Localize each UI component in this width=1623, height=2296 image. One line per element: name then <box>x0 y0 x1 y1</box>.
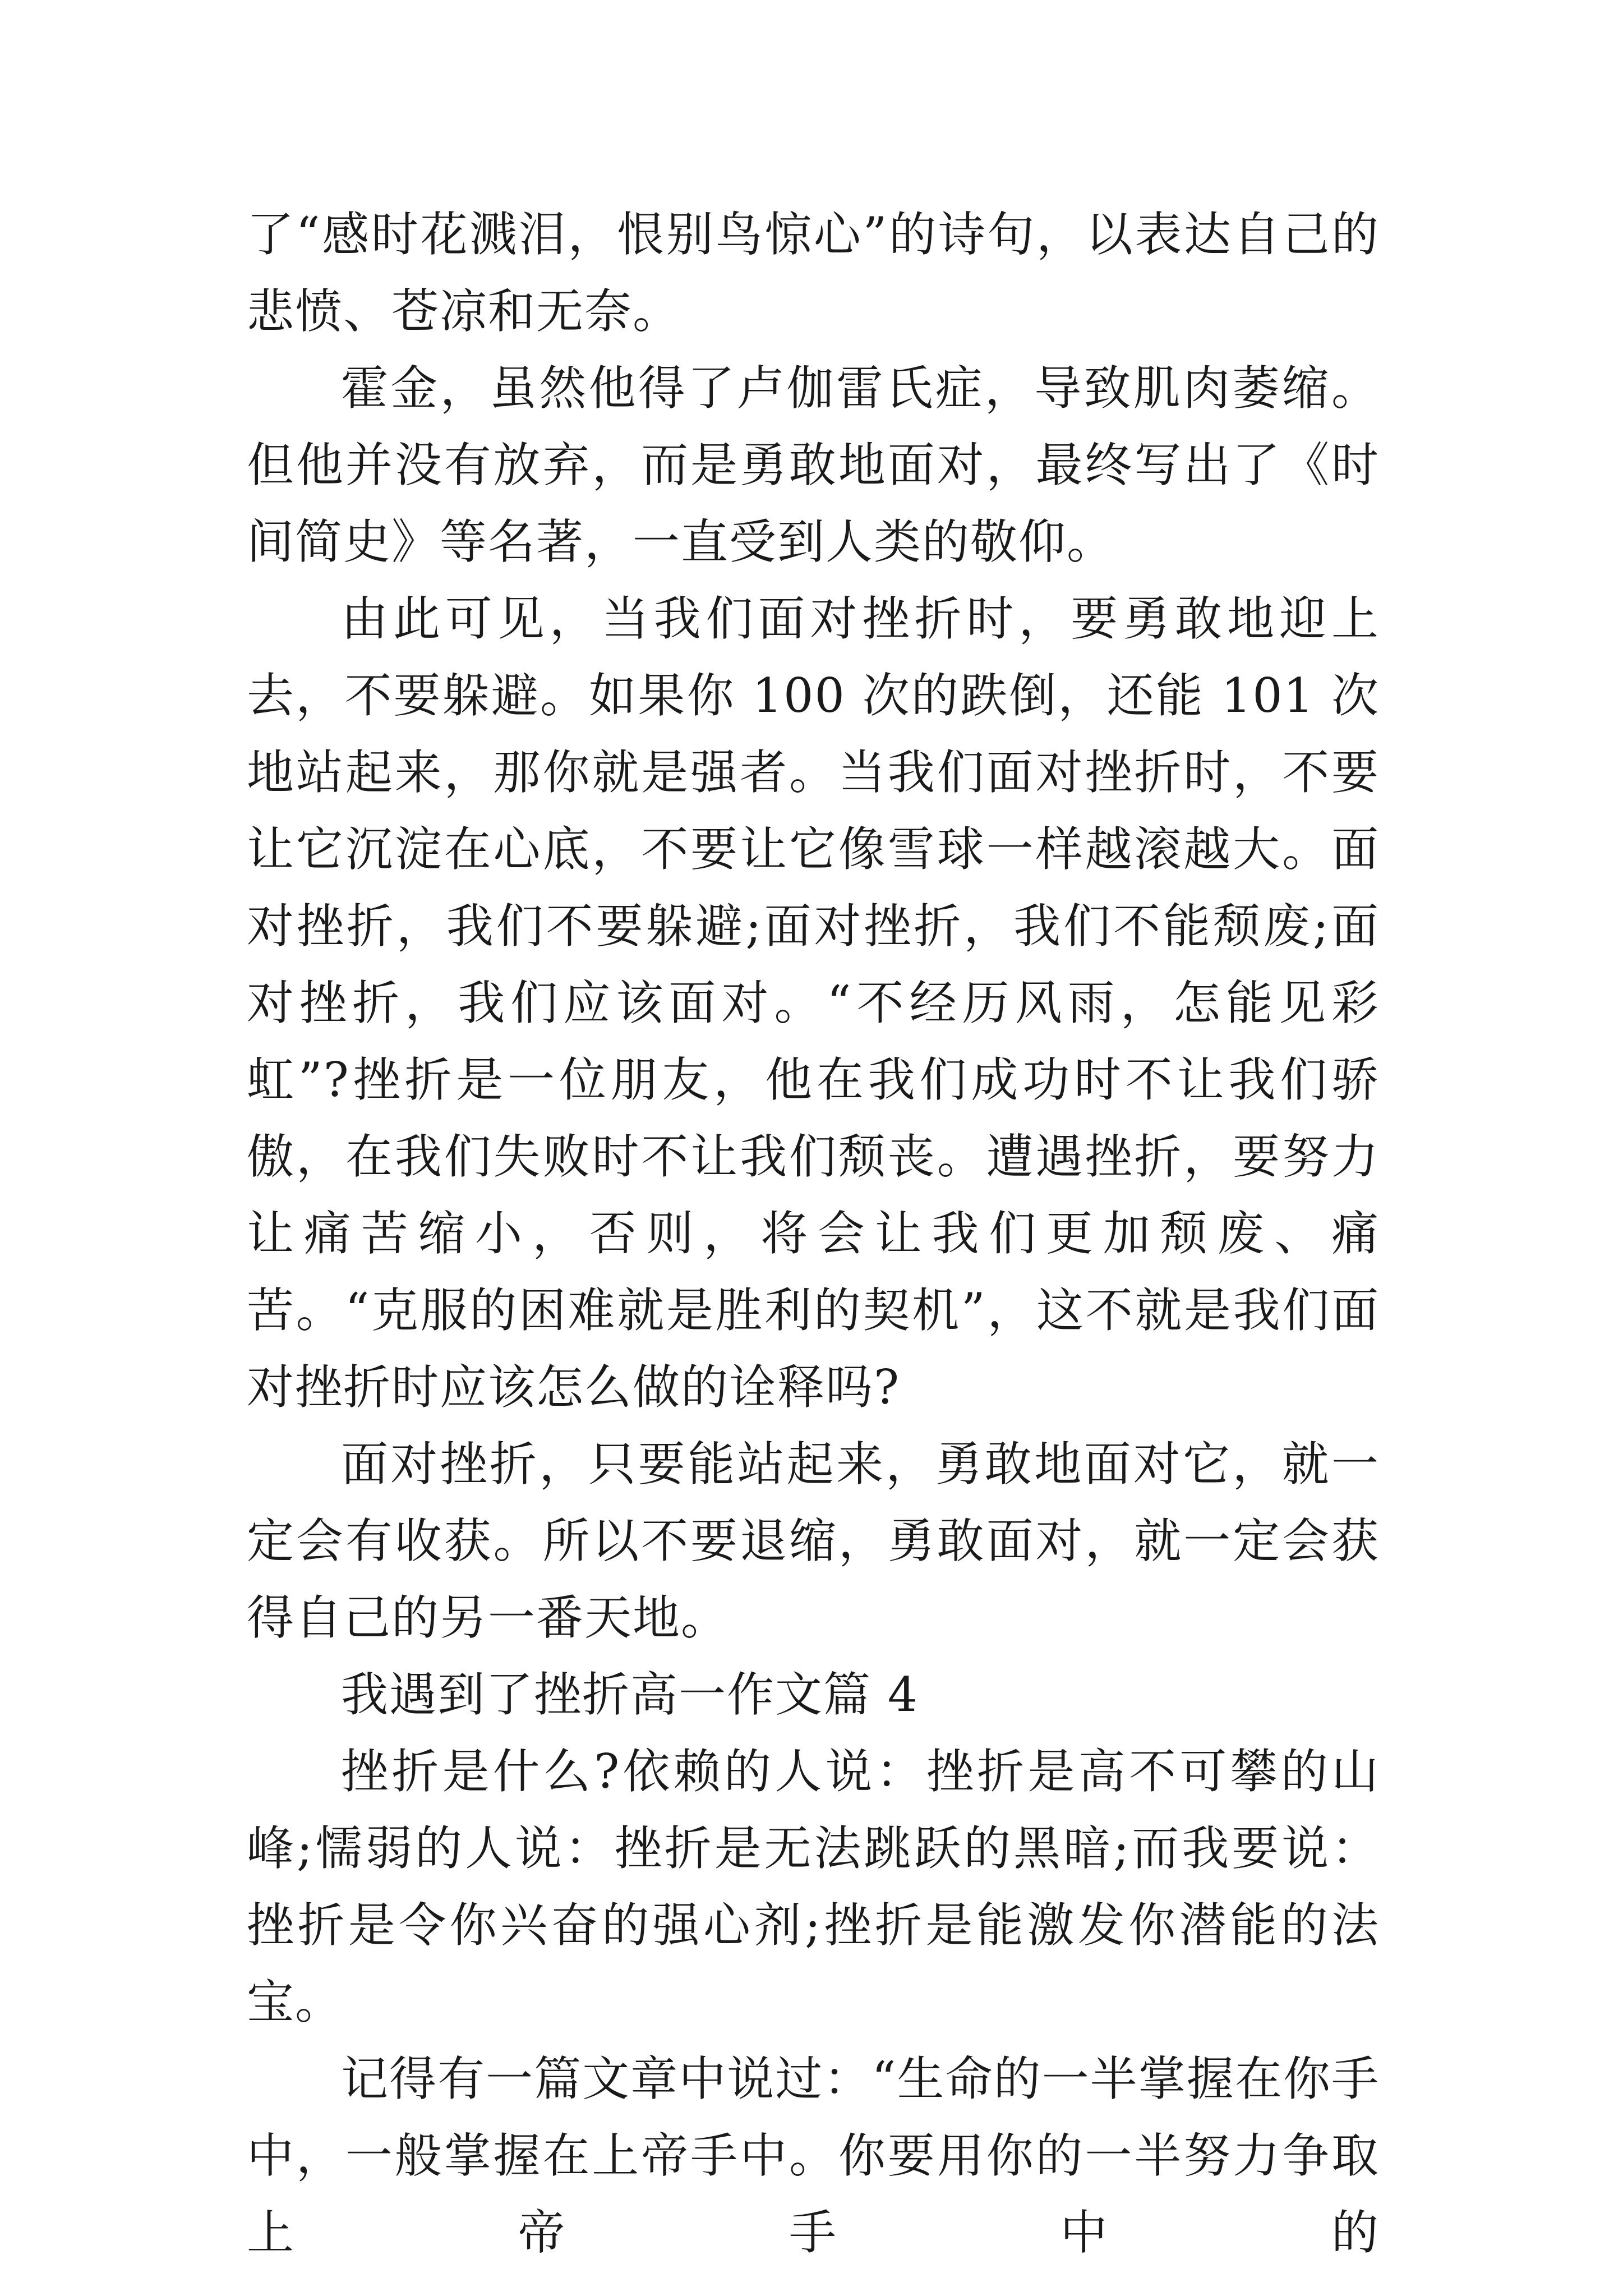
document-body <box>247 196 1380 2271</box>
paragraph-continuation: 了“感时花溅泪，恨别鸟惊心”的诗句，以表达自己的悲愤、苍凉和无奈。 <box>247 207 1380 339</box>
paragraph-quote: 记得有一篇文章中说过：“生命的一半掌握在你手中，一般掌握在上帝手中。你要用你的一半努力争取上帝手中的 <box>247 2051 1380 2260</box>
paragraph-what-is-setback: 挫折是什么?依赖的人说：挫折是高不可攀的山峰;懦弱的人说：挫折是无法跳跃的黑暗;而我要说：挫折是令你兴奋的强心剂;挫折是能激发你潜能的法宝。 <box>247 1744 1380 2030</box>
paragraph-conclusion: 由此可见，当我们面对挫折时，要勇敢地迎上去，不要躲避。如果你 100 次的跌倒，还能 101 次地站起来，那你就是强者。当我们面对挫折时，不要让它沉淀在心底，不要让它像雪球一样越滚越大。面对挫折，我们不要躲避;面对挫折，我们不能颓废;面对挫折，我们应该面对。“不经历风雨，怎能见彩虹”?挫折是一位朋友，他在我们成功时不让我们骄傲，在我们失败时不让我们颓丧。遭遇挫折，要努力让痛苦缩小，否则，将会让我们更加颓废、痛苦。“克服的困难就是胜利的契机”，这不就是我们面对挫折时应该怎么做的诠释吗? <box>247 591 1380 1415</box>
section-heading: 我遇到了挫折高一作文篇 4 <box>341 1667 919 1722</box>
paragraph-hawking: 霍金，虽然他得了卢伽雷氏症，导致肌肉萎缩。但他并没有放弃，而是勇敢地面对，最终写出了《时间简史》等名著，一直受到人类的敬仰。 <box>247 361 1380 569</box>
paragraph-summary: 面对挫折，只要能站起来，勇敢地面对它，就一定会有收获。所以不要退缩，勇敢面对，就一定会获得自己的另一番天地。 <box>247 1437 1380 1645</box>
